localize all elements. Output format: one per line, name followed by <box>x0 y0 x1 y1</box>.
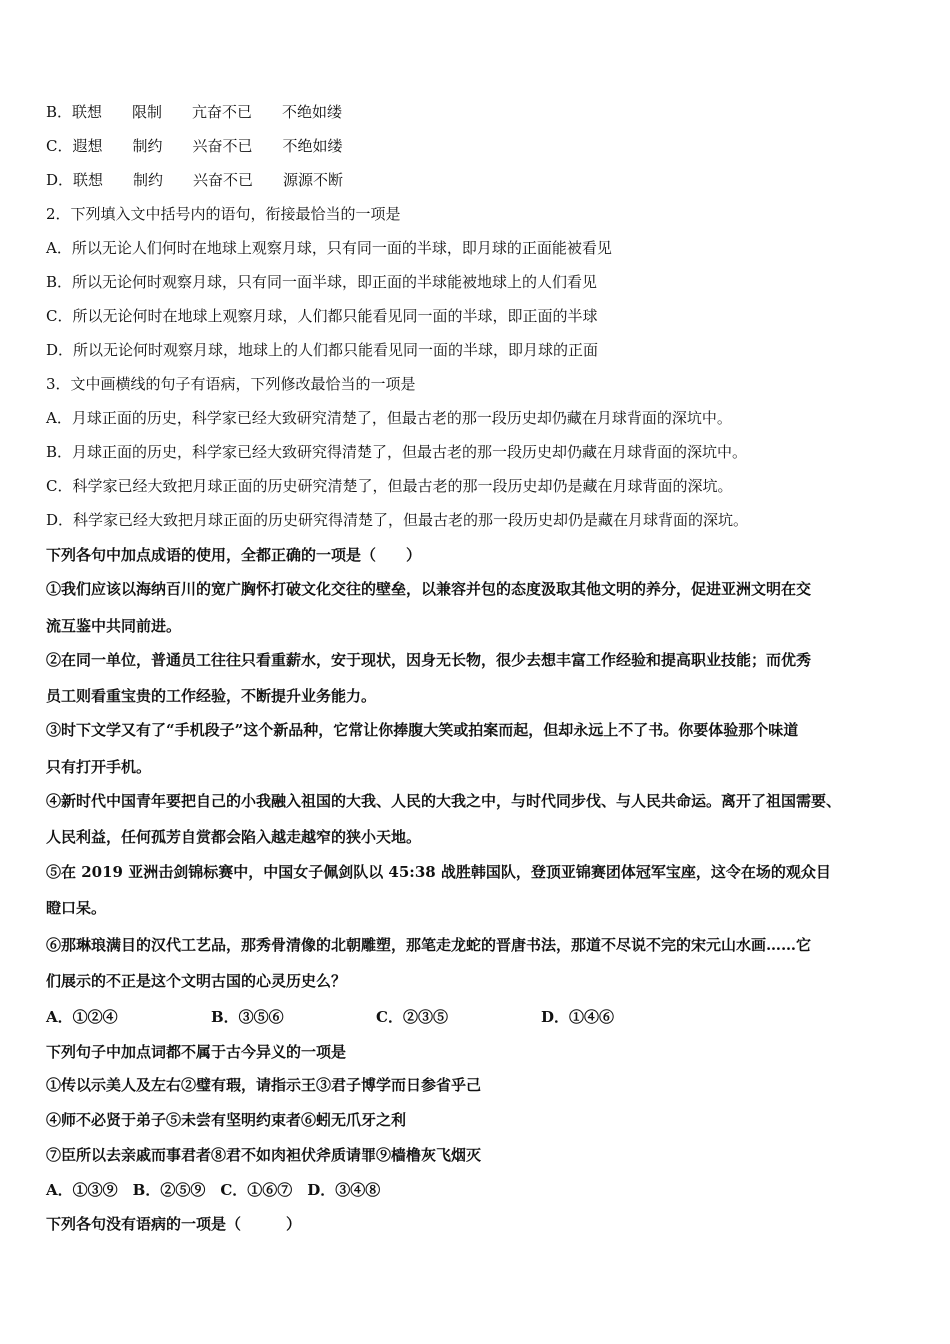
q4-option-c: C．②③⑤ <box>376 1008 448 1026</box>
q4-options <box>46 1007 706 1027</box>
q4-item-2-line-2: 员工则看重宝贵的工作经验，不断提升业务能力。 <box>46 687 377 705</box>
q5-stem: 下列句子中加点词都不属于古今异义的一项是 <box>46 1043 347 1061</box>
q4-item-1-line-2: 流互鉴中共同前进。 <box>46 617 182 635</box>
q4-option-d: D．①④⑥ <box>541 1008 615 1026</box>
q4-item-4-line-1: ④新时代中国青年要把自己的小我融入祖国的大我、人民的大我之中，与时代同步伐、与人民共命运。离开了祖国需要、 <box>46 792 842 810</box>
q4-item-5-line-2: 瞪口呆。 <box>46 899 107 917</box>
q3-option-b: B．月球正面的历史，科学家已经大致研究得清楚了，但最古老的那一段历史却仍藏在月球背面的深坑中。 <box>46 443 748 461</box>
q4-item-5-line-1: ⑤在 2019 亚洲击剑锦标赛中，中国女子佩剑队以 45:38 战胜韩国队，登顶亚锦赛团体冠军宝座，这令在场的观众目 <box>46 863 831 881</box>
q5-items-line-2: ④师不必贤于弟子⑤未尝有坚明约束者⑥蚓无爪牙之利 <box>46 1111 407 1129</box>
q3-option-d: D．科学家已经大致把月球正面的历史研究得清楚了，但最古老的那一段历史却仍是藏在月球背面的深坑。 <box>46 511 749 529</box>
q3-stem: 3．文中画横线的句子有语病，下列修改最恰当的一项是 <box>46 375 416 393</box>
q4-item-4-line-2: 人民利益，任何孤芳自赏都会陷入越走越窄的狭小天地。 <box>46 828 422 846</box>
q5-options: A．①③⑨ B．②⑤⑨ C．①⑥⑦ D．③④⑧ <box>46 1181 381 1199</box>
q4-item-2-line-1: ②在同一单位，普通员工往往只看重薪水，安于现状，因身无长物，很少去想丰富工作经验和提高职业技能；而优秀 <box>46 651 812 669</box>
q1-option-b: B．联想 限制 亢奋不已 不绝如缕 <box>46 103 343 121</box>
q6-stem: 下列各句没有语病的一项是（ ） <box>46 1215 302 1233</box>
q4-item-6-line-1: ⑥那琳琅满目的汉代工艺品，那秀骨清像的北朝雕塑，那笔走龙蛇的晋唐书法，那道不尽说不完的宋元山水画……它 <box>46 936 812 954</box>
q4-stem: 下列各句中加点成语的使用，全都正确的一项是（ ） <box>46 546 422 564</box>
q2-option-d: D．所以无论何时观察月球，地球上的人们都只能看见同一面的半球，即月球的正面 <box>46 341 599 359</box>
q4-option-b: B．③⑤⑥ <box>211 1008 284 1026</box>
q2-stem: 2．下列填入文中括号内的语句，衔接最恰当的一项是 <box>46 205 401 223</box>
q4-item-3-line-2: 只有打开手机。 <box>46 758 152 776</box>
q2-option-b: B．所以无论何时观察月球，只有同一面半球，即正面的半球能被地球上的人们看见 <box>46 273 598 291</box>
q5-items-line-3: ⑦臣所以去亲戚而事君者⑧君不如肉袒伏斧质请罪⑨樯橹灰飞烟灭 <box>46 1146 482 1164</box>
q3-option-c: C．科学家已经大致把月球正面的历史研究清楚了，但最古老的那一段历史却仍是藏在月球背面的深坑。 <box>46 477 733 495</box>
q1-option-d: D．联想 制约 兴奋不已 源源不断 <box>46 171 344 189</box>
q4-item-6-line-2: 们展示的不正是这个文明古国的心灵历史么？ <box>46 972 347 990</box>
q4-option-a: A．①②④ <box>46 1008 118 1026</box>
q2-option-c: C．所以无论何时在地球上观察月球，人们都只能看见同一面的半球，即正面的半球 <box>46 307 598 325</box>
q2-option-a: A．所以无论人们何时在地球上观察月球，只有同一面的半球，即月球的正面能被看见 <box>46 239 612 257</box>
q5-items-line-1: ①传以示美人及左右②璧有瑕，请指示王③君子博学而日参省乎己 <box>46 1076 482 1094</box>
q4-item-1-line-1: ①我们应该以海纳百川的宽广胸怀打破文化交往的壁垒，以兼容并包的态度汲取其他文明的养分，促进亚洲文明在交 <box>46 580 812 598</box>
q1-option-c: C．遐想 制约 兴奋不已 不绝如缕 <box>46 137 343 155</box>
q4-item-3-line-1: ③时下文学又有了“手机段子”这个新品种，它常让你捧腹大笑或拍案而起，但却永远上不了书。你要体验那个味道 <box>46 721 799 739</box>
q3-option-a: A．月球正面的历史，科学家已经大致研究清楚了，但最古老的那一段历史却仍藏在月球背面的深坑中。 <box>46 409 732 427</box>
